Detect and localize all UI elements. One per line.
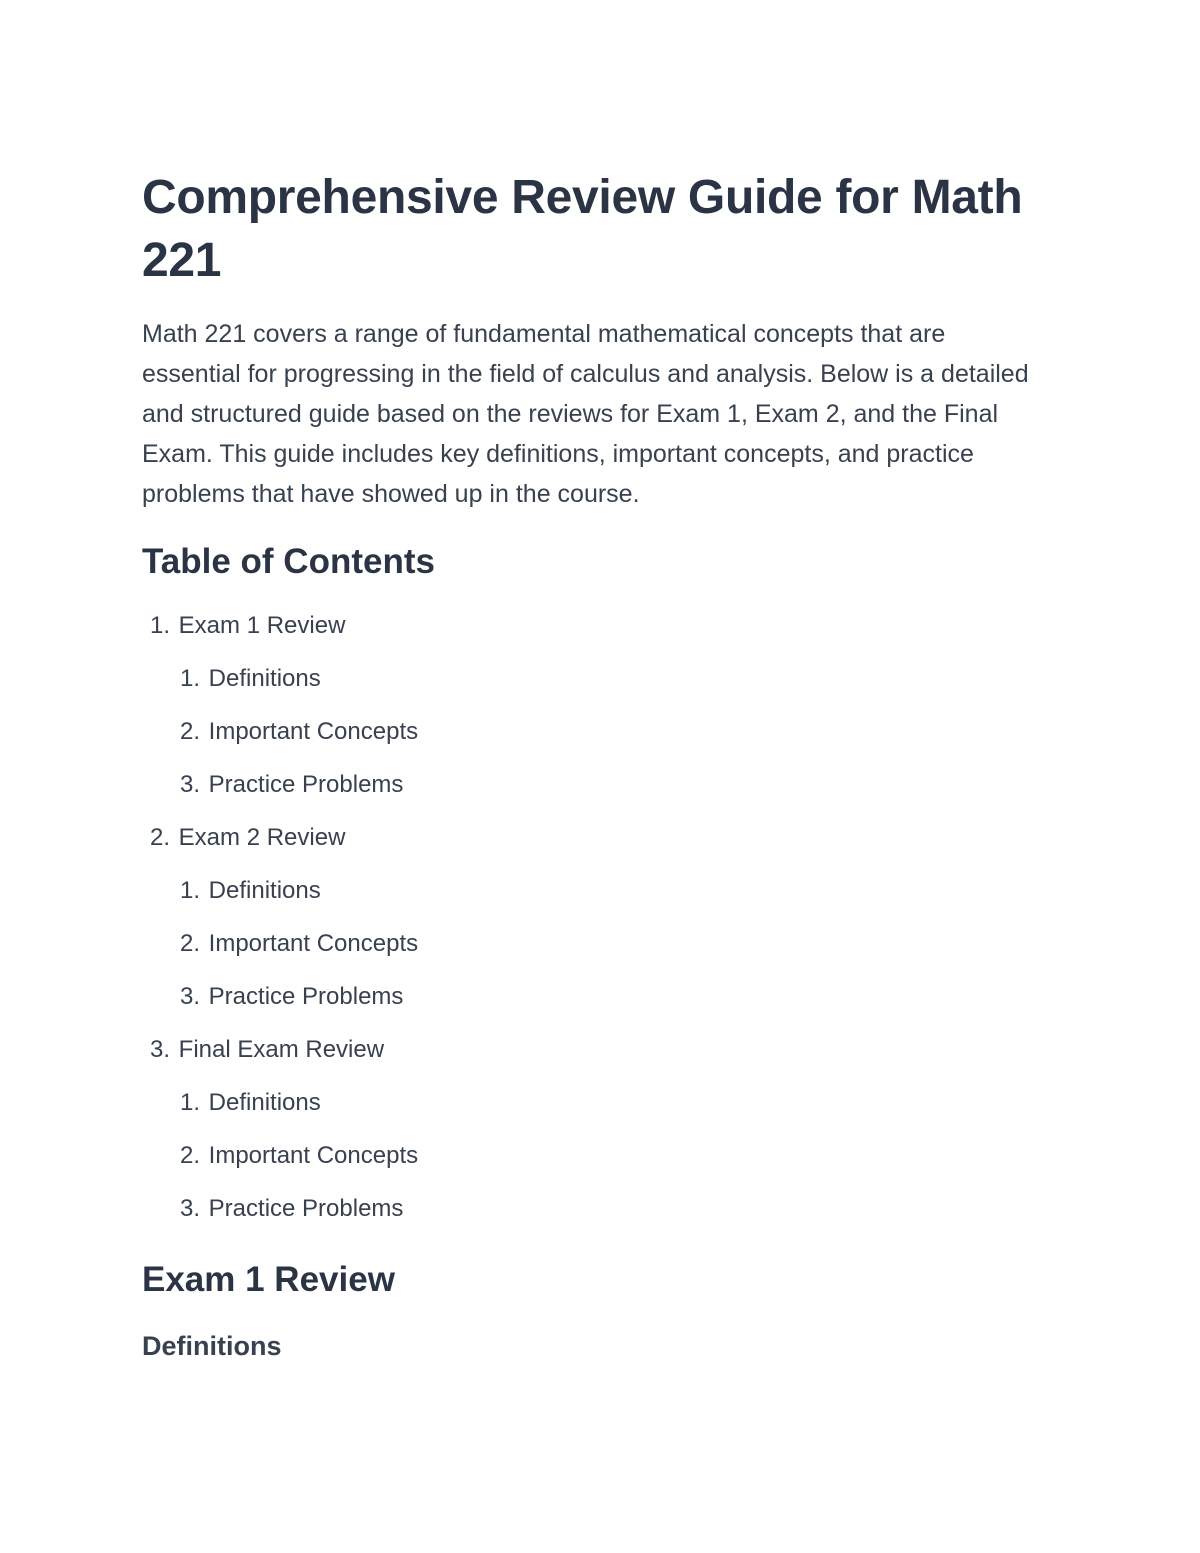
toc-item-label: Final Exam Review	[178, 1036, 385, 1063]
toc-subitem-number: 3.	[179, 1195, 200, 1222]
toc-subitem-label: Practice Problems	[208, 1195, 404, 1222]
toc-heading: Table of Contents	[142, 542, 435, 581]
toc-sublist	[142, 661, 1042, 803]
toc-subitem-practice-problems	[142, 1191, 1042, 1227]
table-of-contents	[142, 608, 1042, 1227]
toc-subitem-important-concepts	[142, 926, 1042, 962]
toc-subitem-practice-problems	[142, 979, 1042, 1015]
toc-sublist	[142, 1085, 1042, 1227]
toc-subitem-label: Practice Problems	[208, 983, 404, 1010]
toc-sublist	[142, 873, 1042, 1015]
toc-subitem-label: Definitions	[208, 877, 321, 904]
toc-subitem-label: Important Concepts	[208, 718, 419, 745]
document-title: Comprehensive Review Guide for Math 221	[142, 171, 1023, 287]
definitions-heading: Definitions	[142, 1331, 282, 1361]
toc-subitem-important-concepts	[142, 714, 1042, 750]
toc-item-number: 2.	[149, 824, 170, 851]
toc-item-label: Exam 1 Review	[178, 612, 346, 639]
toc-subitem-label: Important Concepts	[208, 1142, 419, 1169]
toc-item-final-exam	[142, 1032, 1042, 1227]
toc-subitem-label: Definitions	[208, 1089, 321, 1116]
toc-subitem-important-concepts	[142, 1138, 1042, 1174]
toc-subitem-label: Practice Problems	[208, 771, 404, 798]
toc-subitem-practice-problems	[142, 767, 1042, 803]
toc-item-number: 1.	[149, 612, 170, 639]
exam-1-review-heading: Exam 1 Review	[142, 1260, 395, 1299]
toc-subitem-definitions	[142, 873, 1042, 909]
toc-subitem-definitions	[142, 661, 1042, 697]
toc-subitem-number: 2.	[179, 1142, 200, 1169]
toc-subitem-number: 3.	[179, 983, 200, 1010]
toc-subitem-number: 2.	[179, 930, 200, 957]
toc-subitem-number: 3.	[179, 771, 200, 798]
toc-item-label: Exam 2 Review	[178, 824, 346, 851]
toc-subitem-definitions	[142, 1085, 1042, 1121]
intro-paragraph: Math 221 covers a range of fundamental mathematical concepts that are essential for progressing in the field of calculus and analysis. Below is a detailed and structured guide based on the reviews for Exam 1, Exam 2, and the Final Exam. This guide includes key definitions, important concepts, and practice problems that have showed up in the course.	[142, 320, 1029, 508]
toc-item-number: 3.	[149, 1036, 170, 1063]
toc-item-exam-1	[142, 608, 1042, 803]
toc-subitem-label: Important Concepts	[208, 930, 419, 957]
toc-subitem-number: 1.	[179, 1089, 200, 1116]
toc-item-exam-2	[142, 820, 1042, 1015]
toc-subitem-number: 1.	[179, 877, 200, 904]
toc-subitem-number: 2.	[179, 718, 200, 745]
toc-subitem-number: 1.	[179, 665, 200, 692]
toc-subitem-label: Definitions	[208, 665, 321, 692]
document-content	[142, 166, 1042, 1364]
